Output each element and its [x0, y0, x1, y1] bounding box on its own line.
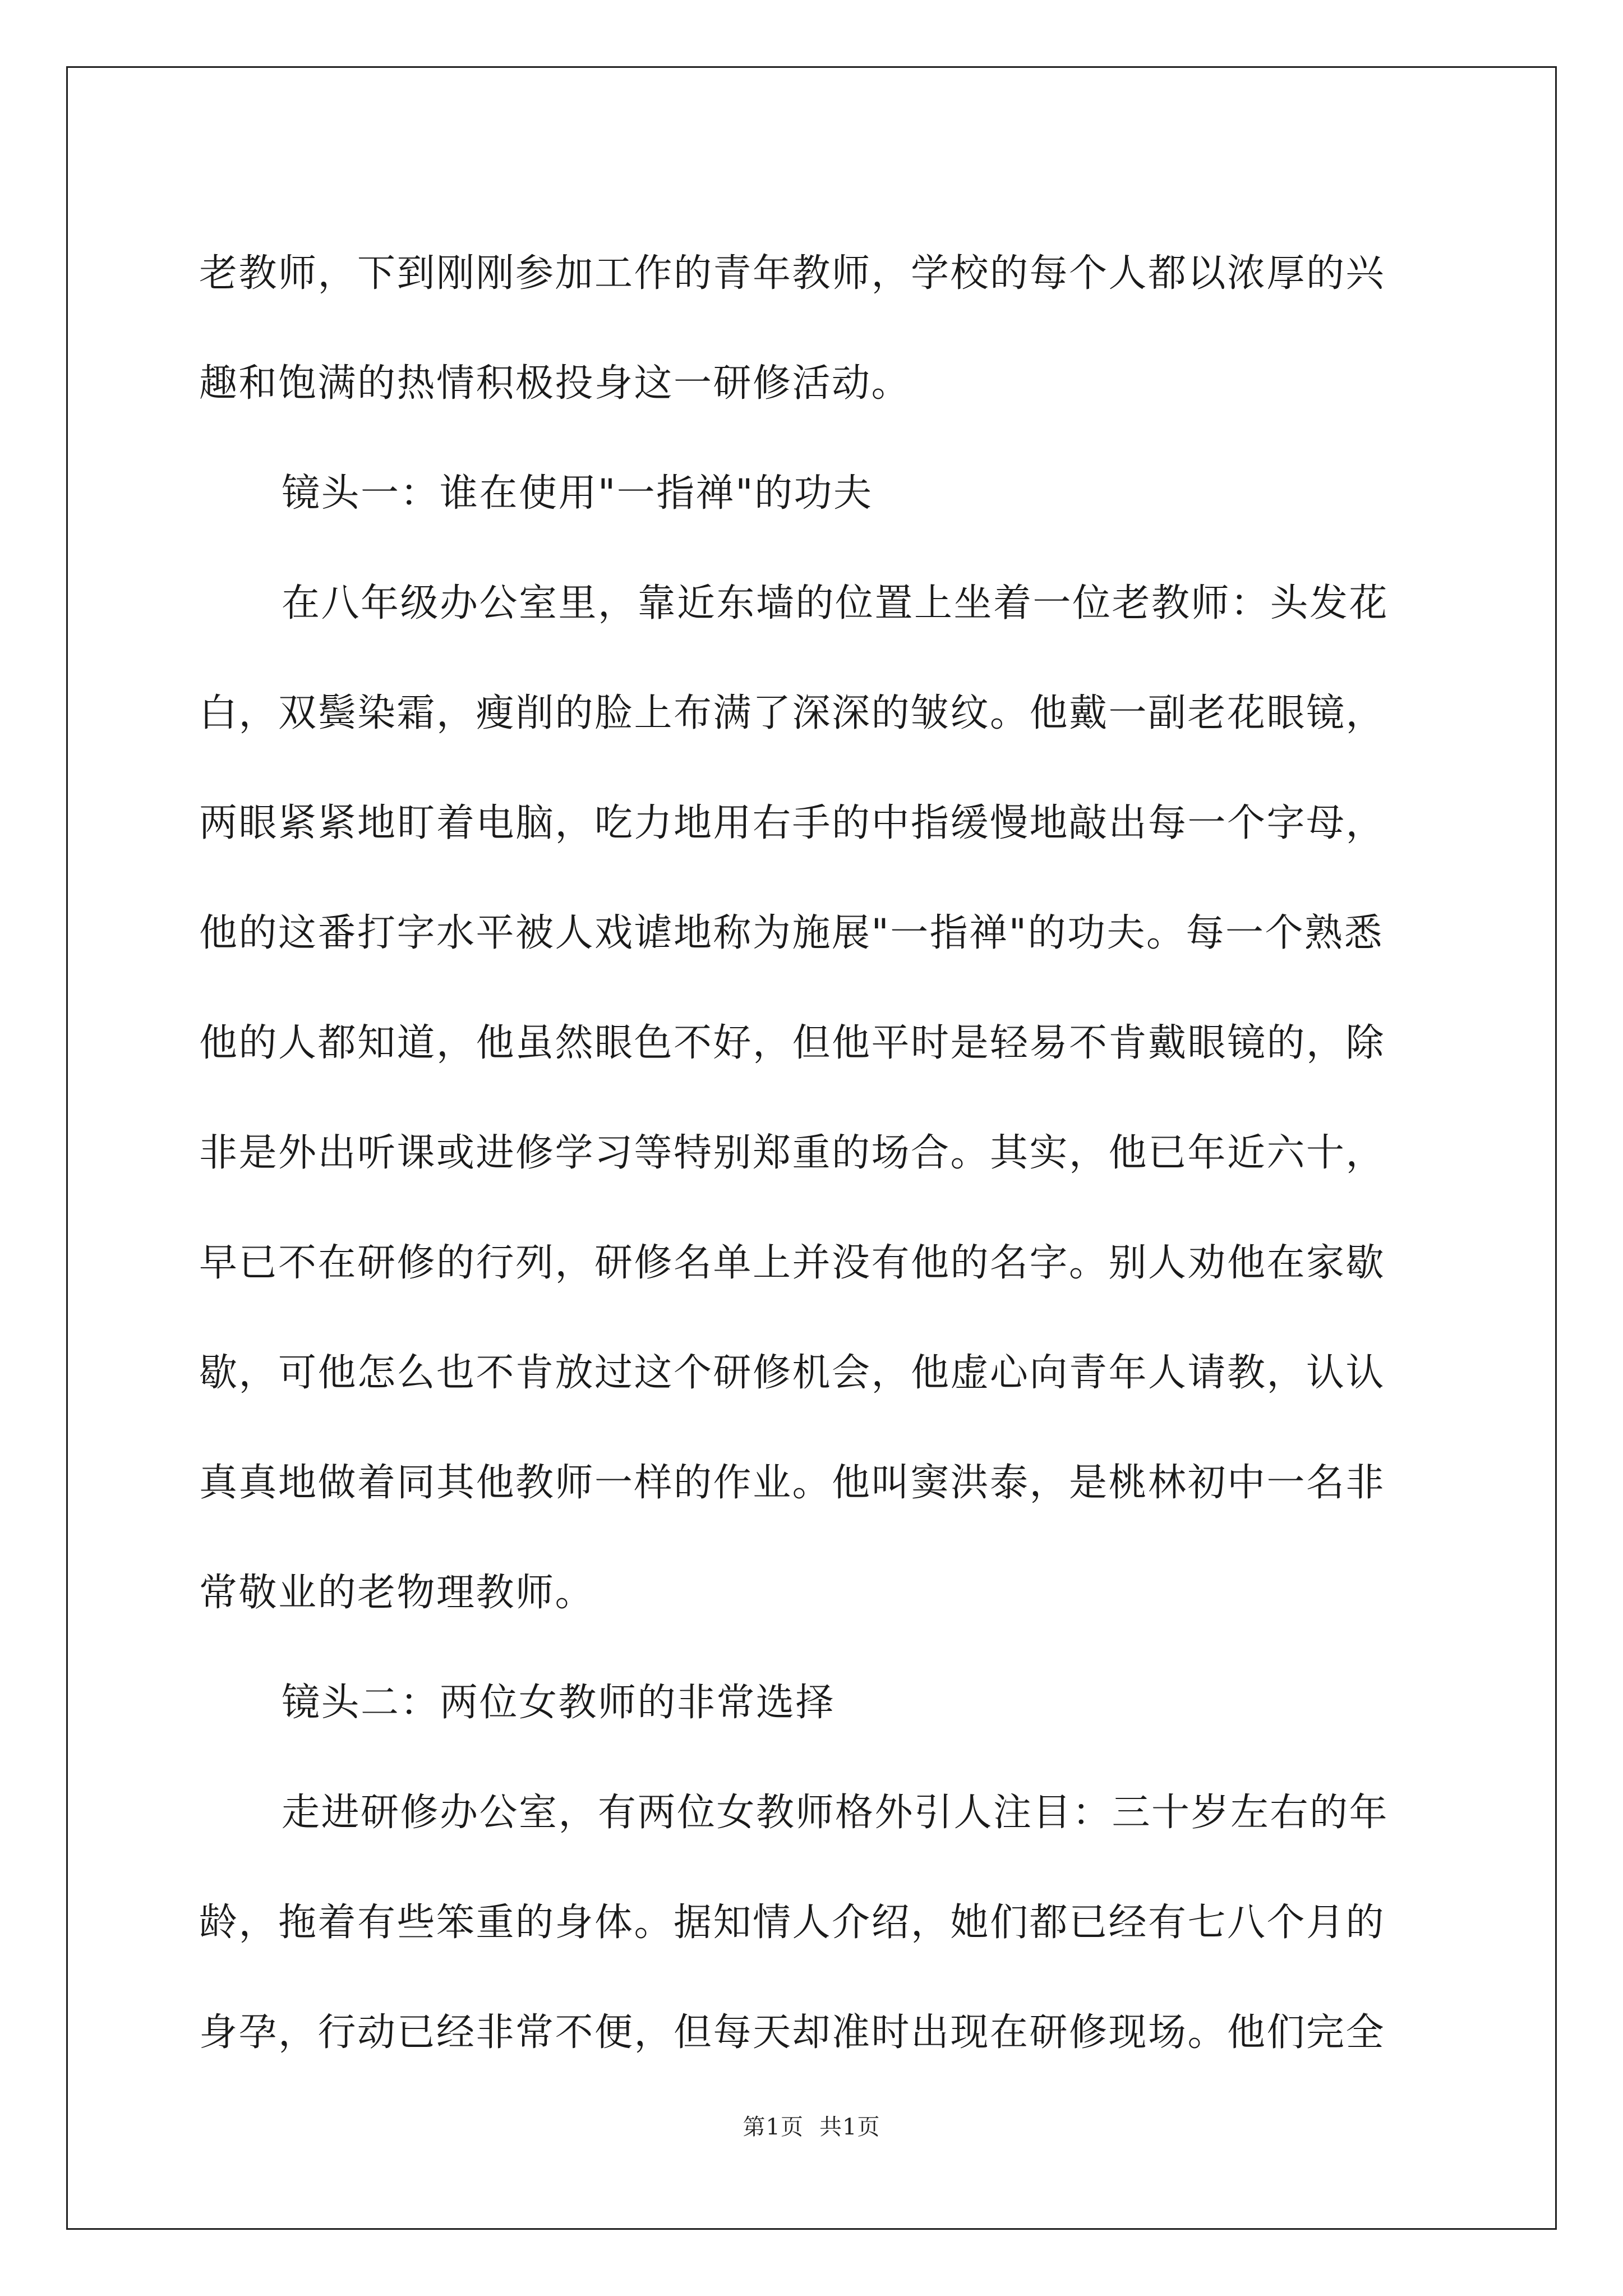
- page-number: 第1页: [743, 2114, 804, 2140]
- text-line: 走进研修办公室，有两位女教师格外引人注目：三十岁左右的年: [282, 1791, 1389, 1835]
- page-total: 共1页: [819, 2114, 880, 2140]
- text-line: 在八年级办公室里，靠近东墙的位置上坐着一位老教师：头发花: [282, 581, 1389, 625]
- text-line: 身孕，行动已经非常不便，但每天却准时出现在研修现场。他们完全: [199, 2010, 1386, 2055]
- document-body: [199, 219, 1438, 2088]
- text-line: 早已不在研修的行列，研修名单上并没有他的名字。别人劝他在家歇: [199, 1241, 1386, 1285]
- text-line: 老教师，下到刚刚参加工作的青年教师，学校的每个人都以浓厚的兴: [199, 251, 1386, 296]
- text-line: 常敬业的老物理教师。: [199, 1571, 595, 1615]
- text-line: 非是外出听课或进修学习等特别郑重的场合。其实，他已年近六十，: [199, 1131, 1386, 1175]
- text-line: 两眼紧紧地盯着电脑，吃力地用右手的中指缓慢地敲出每一个字母，: [199, 801, 1386, 845]
- text-line: 他的人都知道，他虽然眼色不好，但他平时是轻易不肯戴眼镜的，除: [199, 1021, 1386, 1065]
- text-line: 歇，可他怎么也不肯放过这个研修机会，他虚心向青年人请教，认认: [199, 1351, 1386, 1395]
- text-line: 龄，拖着有些笨重的身体。据知情人介绍，她们都已经有七八个月的: [199, 1901, 1386, 1945]
- text-line: 趣和饱满的热情积极投身这一研修活动。: [199, 361, 911, 406]
- section-heading-shot-two: 镜头二：两位女教师的非常选择: [282, 1681, 836, 1725]
- text-line: 白，双鬓染霜，瘦削的脸上布满了深深的皱纹。他戴一副老花眼镜，: [199, 691, 1386, 735]
- page-footer: [0, 2109, 1623, 2141]
- section-heading-shot-one: 镜头一：谁在使用"一指禅"的功夫: [282, 471, 873, 516]
- text-line: 真真地做着同其他教师一样的作业。他叫窦洪泰，是桃林初中一名非: [199, 1461, 1386, 1505]
- text-line: 他的这番打字水平被人戏谑地称为施展"一指禅"的功夫。每一个熟悉: [199, 911, 1384, 955]
